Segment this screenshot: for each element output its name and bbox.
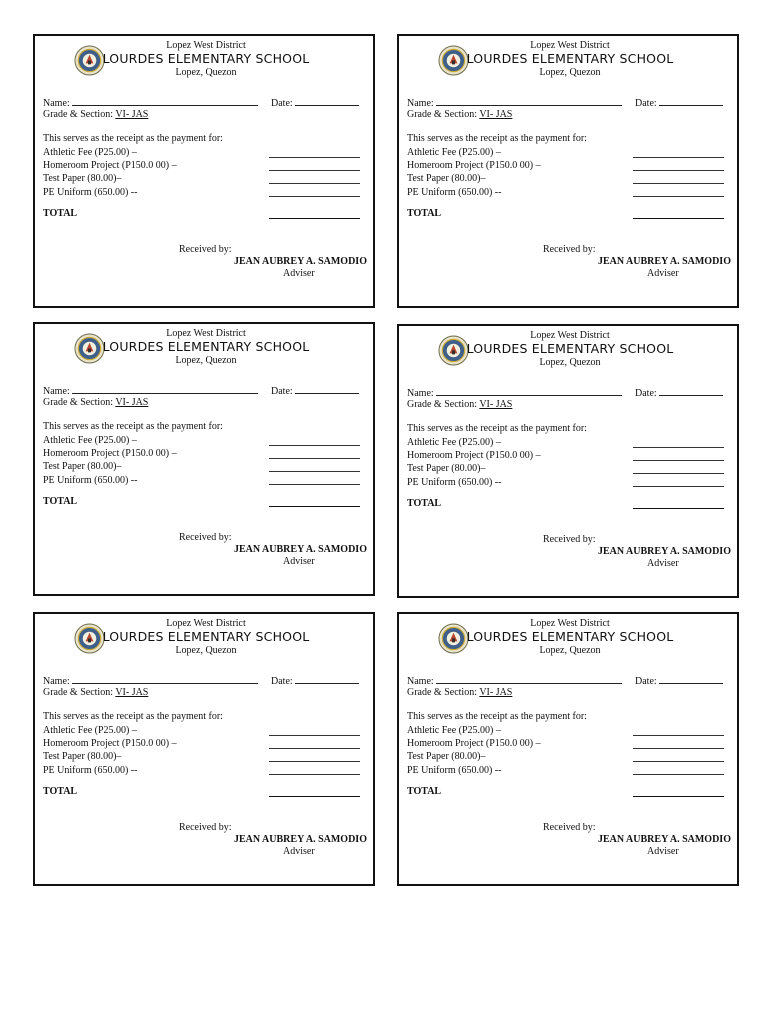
date-field-line[interactable] bbox=[659, 674, 723, 684]
name-row bbox=[407, 96, 622, 109]
homeroom-project-amount-line[interactable] bbox=[269, 170, 360, 171]
district-label: Lopez West District bbox=[530, 330, 610, 341]
item-athletic-fee: Athletic Fee (P25.00) – bbox=[407, 437, 501, 448]
athletic-fee-amount-line[interactable] bbox=[269, 445, 360, 446]
grade-label: Grade & Section: bbox=[407, 109, 477, 120]
name-row bbox=[43, 384, 258, 397]
grade-label: Grade & Section: bbox=[43, 109, 113, 120]
total-label: TOTAL bbox=[43, 208, 78, 219]
date-row bbox=[635, 386, 723, 399]
item-athletic-fee: Athletic Fee (P25.00) – bbox=[43, 435, 137, 446]
adviser-title: Adviser bbox=[647, 268, 679, 279]
date-field-line[interactable] bbox=[295, 674, 359, 684]
homeroom-project-amount-line[interactable] bbox=[633, 170, 724, 171]
total-amount-line[interactable] bbox=[633, 796, 724, 797]
athletic-fee-amount-line[interactable] bbox=[633, 447, 724, 448]
item-homeroom-project: Homeroom Project (P150.0 00) – bbox=[43, 738, 177, 749]
receipt-intro: This serves as the receipt as the payment for: bbox=[407, 133, 587, 144]
town-label: Lopez, Quezon bbox=[539, 645, 601, 656]
date-row bbox=[271, 96, 359, 109]
athletic-fee-amount-line[interactable] bbox=[633, 735, 724, 736]
item-test-paper: Test Paper (80.00)– bbox=[407, 463, 486, 474]
receipt-2 bbox=[397, 34, 739, 308]
date-label: Date: bbox=[635, 676, 657, 687]
received-by-label: Received by: bbox=[179, 244, 232, 255]
adviser-name: JEAN AUBREY A. SAMODIO bbox=[234, 256, 367, 267]
name-label: Name: bbox=[43, 676, 70, 687]
grade-label: Grade & Section: bbox=[407, 399, 477, 410]
name-label: Name: bbox=[407, 98, 434, 109]
homeroom-project-amount-line[interactable] bbox=[269, 748, 360, 749]
total-label: TOTAL bbox=[43, 496, 78, 507]
pe-uniform-amount-line[interactable] bbox=[633, 196, 724, 197]
homeroom-project-amount-line[interactable] bbox=[269, 458, 360, 459]
receipt-intro: This serves as the receipt as the payment for: bbox=[43, 711, 223, 722]
test-paper-amount-line[interactable] bbox=[269, 471, 360, 472]
date-label: Date: bbox=[271, 386, 293, 397]
adviser-title: Adviser bbox=[647, 846, 679, 857]
grade-row bbox=[43, 687, 148, 698]
date-label: Date: bbox=[271, 676, 293, 687]
date-row bbox=[271, 384, 359, 397]
name-field-line[interactable] bbox=[436, 96, 622, 106]
item-test-paper: Test Paper (80.00)– bbox=[43, 751, 122, 762]
receipt-intro: This serves as the receipt as the payment for: bbox=[43, 133, 223, 144]
item-homeroom-project: Homeroom Project (P150.0 00) – bbox=[407, 738, 541, 749]
adviser-title: Adviser bbox=[283, 268, 315, 279]
homeroom-project-amount-line[interactable] bbox=[633, 460, 724, 461]
athletic-fee-amount-line[interactable] bbox=[633, 157, 724, 158]
adviser-name: JEAN AUBREY A. SAMODIO bbox=[598, 256, 731, 267]
date-row bbox=[635, 96, 723, 109]
item-pe-uniform: PE Uniform (650.00) -- bbox=[43, 187, 138, 198]
grade-value: VI- JAS bbox=[479, 399, 513, 410]
grade-label: Grade & Section: bbox=[407, 687, 477, 698]
received-by-label: Received by: bbox=[179, 822, 232, 833]
received-by-label: Received by: bbox=[179, 532, 232, 543]
name-row bbox=[43, 674, 258, 687]
receipt-4 bbox=[397, 324, 739, 598]
name-label: Name: bbox=[43, 386, 70, 397]
name-field-line[interactable] bbox=[72, 96, 258, 106]
town-label: Lopez, Quezon bbox=[539, 357, 601, 368]
date-field-line[interactable] bbox=[659, 386, 723, 396]
adviser-name: JEAN AUBREY A. SAMODIO bbox=[234, 834, 367, 845]
grade-value: VI- JAS bbox=[479, 109, 513, 120]
item-homeroom-project: Homeroom Project (P150.0 00) – bbox=[43, 160, 177, 171]
total-label: TOTAL bbox=[407, 498, 442, 509]
date-field-line[interactable] bbox=[295, 384, 359, 394]
adviser-title: Adviser bbox=[283, 846, 315, 857]
item-pe-uniform: PE Uniform (650.00) -- bbox=[43, 765, 138, 776]
school-name: LOURDES ELEMENTARY SCHOOL bbox=[102, 51, 310, 66]
date-label: Date: bbox=[635, 388, 657, 399]
athletic-fee-amount-line[interactable] bbox=[269, 157, 360, 158]
date-field-line[interactable] bbox=[295, 96, 359, 106]
item-test-paper: Test Paper (80.00)– bbox=[43, 461, 122, 472]
name-field-line[interactable] bbox=[72, 674, 258, 684]
adviser-name: JEAN AUBREY A. SAMODIO bbox=[234, 544, 367, 555]
test-paper-amount-line[interactable] bbox=[269, 761, 360, 762]
pe-uniform-amount-line[interactable] bbox=[633, 774, 724, 775]
town-label: Lopez, Quezon bbox=[175, 645, 237, 656]
grade-row bbox=[407, 687, 512, 698]
total-label: TOTAL bbox=[43, 786, 78, 797]
date-field-line[interactable] bbox=[659, 96, 723, 106]
grade-value: VI- JAS bbox=[115, 109, 149, 120]
item-test-paper: Test Paper (80.00)– bbox=[407, 173, 486, 184]
adviser-title: Adviser bbox=[647, 558, 679, 569]
town-label: Lopez, Quezon bbox=[175, 67, 237, 78]
date-row bbox=[271, 674, 359, 687]
grade-label: Grade & Section: bbox=[43, 687, 113, 698]
test-paper-amount-line[interactable] bbox=[633, 761, 724, 762]
test-paper-amount-line[interactable] bbox=[633, 473, 724, 474]
district-label: Lopez West District bbox=[166, 618, 246, 629]
receipt-3 bbox=[33, 322, 375, 596]
total-label: TOTAL bbox=[407, 208, 442, 219]
total-amount-line[interactable] bbox=[633, 218, 724, 219]
item-athletic-fee: Athletic Fee (P25.00) – bbox=[43, 725, 137, 736]
grade-label: Grade & Section: bbox=[43, 397, 113, 408]
school-name: LOURDES ELEMENTARY SCHOOL bbox=[102, 339, 310, 354]
item-pe-uniform: PE Uniform (650.00) -- bbox=[43, 475, 138, 486]
grade-row bbox=[407, 109, 512, 120]
school-name: LOURDES ELEMENTARY SCHOOL bbox=[466, 629, 674, 644]
name-label: Name: bbox=[407, 388, 434, 399]
district-label: Lopez West District bbox=[166, 328, 246, 339]
grade-value: VI- JAS bbox=[115, 687, 149, 698]
grade-value: VI- JAS bbox=[115, 397, 149, 408]
grade-row bbox=[43, 397, 148, 408]
name-row bbox=[407, 386, 622, 399]
homeroom-project-amount-line[interactable] bbox=[633, 748, 724, 749]
school-name: LOURDES ELEMENTARY SCHOOL bbox=[466, 341, 674, 356]
name-label: Name: bbox=[407, 676, 434, 687]
item-test-paper: Test Paper (80.00)– bbox=[407, 751, 486, 762]
item-pe-uniform: PE Uniform (650.00) -- bbox=[407, 765, 502, 776]
grade-row bbox=[407, 399, 512, 410]
item-homeroom-project: Homeroom Project (P150.0 00) – bbox=[407, 450, 541, 461]
receipt-5 bbox=[33, 612, 375, 886]
name-field-line[interactable] bbox=[72, 384, 258, 394]
item-pe-uniform: PE Uniform (650.00) -- bbox=[407, 477, 502, 488]
athletic-fee-amount-line[interactable] bbox=[269, 735, 360, 736]
district-label: Lopez West District bbox=[166, 40, 246, 51]
name-field-line[interactable] bbox=[436, 674, 622, 684]
total-amount-line[interactable] bbox=[269, 796, 360, 797]
item-athletic-fee: Athletic Fee (P25.00) – bbox=[43, 147, 137, 158]
receipt-intro: This serves as the receipt as the payment for: bbox=[407, 423, 587, 434]
pe-uniform-amount-line[interactable] bbox=[633, 486, 724, 487]
total-label: TOTAL bbox=[407, 786, 442, 797]
item-homeroom-project: Homeroom Project (P150.0 00) – bbox=[43, 448, 177, 459]
adviser-name: JEAN AUBREY A. SAMODIO bbox=[598, 834, 731, 845]
total-amount-line[interactable] bbox=[633, 508, 724, 509]
received-by-label: Received by: bbox=[543, 534, 596, 545]
date-label: Date: bbox=[271, 98, 293, 109]
name-row bbox=[43, 96, 258, 109]
item-athletic-fee: Athletic Fee (P25.00) – bbox=[407, 725, 501, 736]
pe-uniform-amount-line[interactable] bbox=[269, 196, 360, 197]
name-row bbox=[407, 674, 622, 687]
town-label: Lopez, Quezon bbox=[175, 355, 237, 366]
item-test-paper: Test Paper (80.00)– bbox=[43, 173, 122, 184]
adviser-name: JEAN AUBREY A. SAMODIO bbox=[598, 546, 731, 557]
test-paper-amount-line[interactable] bbox=[633, 183, 724, 184]
receipt-intro: This serves as the receipt as the payment for: bbox=[407, 711, 587, 722]
grade-row bbox=[43, 109, 148, 120]
adviser-title: Adviser bbox=[283, 556, 315, 567]
receipt-1 bbox=[33, 34, 375, 308]
receipt-intro: This serves as the receipt as the payment for: bbox=[43, 421, 223, 432]
school-name: LOURDES ELEMENTARY SCHOOL bbox=[102, 629, 310, 644]
district-label: Lopez West District bbox=[530, 618, 610, 629]
date-row bbox=[635, 674, 723, 687]
item-homeroom-project: Homeroom Project (P150.0 00) – bbox=[407, 160, 541, 171]
received-by-label: Received by: bbox=[543, 822, 596, 833]
town-label: Lopez, Quezon bbox=[539, 67, 601, 78]
school-name: LOURDES ELEMENTARY SCHOOL bbox=[466, 51, 674, 66]
received-by-label: Received by: bbox=[543, 244, 596, 255]
date-label: Date: bbox=[635, 98, 657, 109]
pe-uniform-amount-line[interactable] bbox=[269, 774, 360, 775]
pe-uniform-amount-line[interactable] bbox=[269, 484, 360, 485]
district-label: Lopez West District bbox=[530, 40, 610, 51]
total-amount-line[interactable] bbox=[269, 506, 360, 507]
name-field-line[interactable] bbox=[436, 386, 622, 396]
item-pe-uniform: PE Uniform (650.00) -- bbox=[407, 187, 502, 198]
item-athletic-fee: Athletic Fee (P25.00) – bbox=[407, 147, 501, 158]
total-amount-line[interactable] bbox=[269, 218, 360, 219]
receipt-6 bbox=[397, 612, 739, 886]
test-paper-amount-line[interactable] bbox=[269, 183, 360, 184]
name-label: Name: bbox=[43, 98, 70, 109]
grade-value: VI- JAS bbox=[479, 687, 513, 698]
